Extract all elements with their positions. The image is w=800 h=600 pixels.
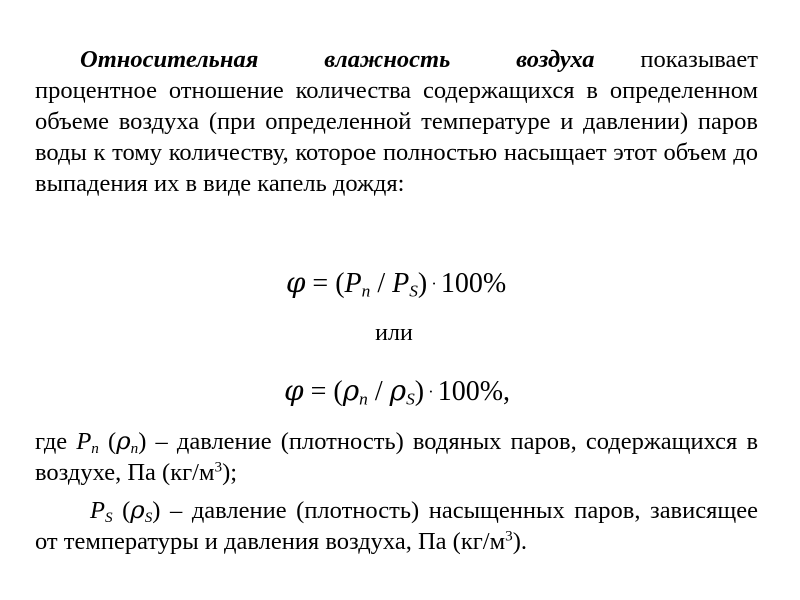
open-paren: ( (108, 428, 117, 455)
percent-value: 100% (440, 268, 507, 299)
pressure-symbol: P (344, 268, 362, 299)
close-paren: ) (417, 268, 428, 299)
formula-density (0, 374, 797, 409)
rho-symbol: ρ (130, 495, 145, 524)
pressure-symbol: P (76, 428, 92, 455)
close-paren: ) (414, 376, 425, 407)
or-connector: или (375, 320, 413, 346)
exponent: 3 (214, 458, 223, 476)
multiply-dot: · (428, 381, 434, 401)
legend-saturated (35, 494, 758, 557)
legend-vapor (35, 425, 758, 488)
slash: / (367, 376, 390, 407)
equals-open: = ( (303, 376, 343, 407)
legend-text: ) – давление (плотность) водяных паров, содержащихся в воздухе, Па (кг/м (35, 428, 759, 486)
intro-paragraph (35, 44, 758, 199)
subscript: S (144, 508, 153, 526)
open-paren: ( (122, 497, 131, 524)
subscript: n (361, 281, 371, 301)
phi-symbol: φ (285, 266, 306, 299)
pressure-symbol: P (90, 497, 105, 524)
multiply-dot: · (431, 273, 437, 293)
subscript: S (409, 281, 418, 301)
rho-symbol: ρ (389, 374, 407, 407)
subscript: n (130, 439, 139, 457)
subscript: n (359, 389, 368, 409)
subscript: S (104, 508, 113, 526)
pressure-symbol: P (392, 268, 410, 299)
phi-symbol: φ (283, 374, 304, 407)
subscript: S (406, 389, 415, 409)
slash: / (370, 268, 393, 299)
rho-symbol: ρ (342, 374, 360, 407)
exponent: 3 (505, 527, 513, 545)
percent-value: 100%, (437, 376, 511, 407)
rho-symbol: ρ (116, 426, 131, 455)
equals-open: = ( (305, 268, 345, 299)
intro-text: показывает процентное отношение количества содержащихся в определенном объеме воздуха (при определенной температуре и давлении) паров воды к тому количеству, которое полностью насыщает этот объем до выпадения их в виде капель дождя: (35, 46, 758, 197)
legend-end: ). (512, 528, 527, 555)
where-word: где (35, 428, 68, 455)
legend-text: ) – давление (плотность) насыщенных паров, зависящее от температуры и давления воздуха, Па (кг/м (35, 497, 758, 555)
defined-term: Относительная влажность воздуха (80, 46, 595, 73)
formula-pressure (0, 266, 796, 301)
subscript: n (91, 439, 99, 457)
legend-end: ); (222, 459, 238, 486)
